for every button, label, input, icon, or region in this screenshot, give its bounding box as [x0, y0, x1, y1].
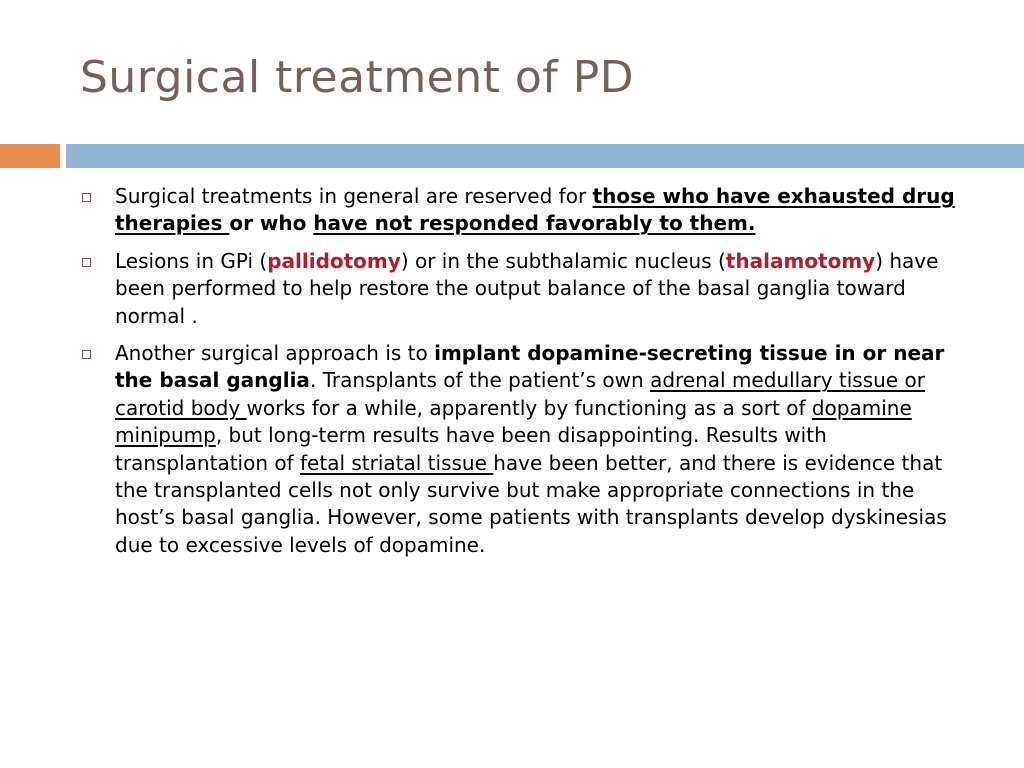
highlight-term: thalamotomy: [725, 248, 876, 273]
emphasis-text: those who have exhausted drug therapies: [115, 184, 955, 236]
bullet-item-lesions: [80, 248, 980, 330]
bullet-item-transplants: [80, 340, 980, 559]
bullet-text: . Transplants of the patient’s own: [309, 368, 651, 393]
emphasis-text: implant dopamine-secreting tissue in or near the basal ganglia: [115, 341, 945, 393]
bullet-text: Lesions in GPi (: [115, 248, 268, 273]
square-bullet-icon: [82, 258, 91, 267]
bullet-text: works for a while, apparently by functioning as a sort of: [246, 395, 812, 420]
bullet-text: , but long-term results have been disappointing. Results with transplantation of: [115, 423, 827, 475]
bullet-text: ) have been performed to help restore the output balance of the basal ganglia toward normal .: [115, 248, 939, 328]
accent-bar-blue: [66, 144, 1024, 168]
accent-bar-orange: [0, 144, 60, 168]
underlined-term: adrenal medullary tissue or carotid body: [115, 368, 925, 420]
bullet-text: Another surgical approach is to: [115, 341, 435, 366]
underlined-term: dopamine minipump: [115, 395, 912, 448]
square-bullet-icon: [82, 193, 91, 202]
bullet-text: Surgical treatments in general are reserved for: [115, 184, 593, 208]
highlight-term: pallidotomy: [267, 248, 401, 273]
slide-title: Surgical treatment of PD: [80, 52, 635, 103]
square-bullet-icon: [82, 350, 91, 359]
emphasis-text: or who: [229, 211, 314, 236]
underlined-term: fetal striatal tissue: [300, 450, 494, 475]
bullet-item-surgical-reserved: [80, 183, 980, 238]
emphasis-text: have not responded favorably to them.: [313, 211, 756, 236]
bullet-text: ) or in the subthalamic nucleus (: [400, 248, 726, 273]
bullet-list: [80, 183, 980, 569]
bullet-text: have been better, and there is evidence that the transplanted cells not only survive but make appropriate connections in the host’s basal ganglia. However, some patients with transplants develop dyskinesias due to excessive levels of dopamine.: [115, 450, 947, 557]
